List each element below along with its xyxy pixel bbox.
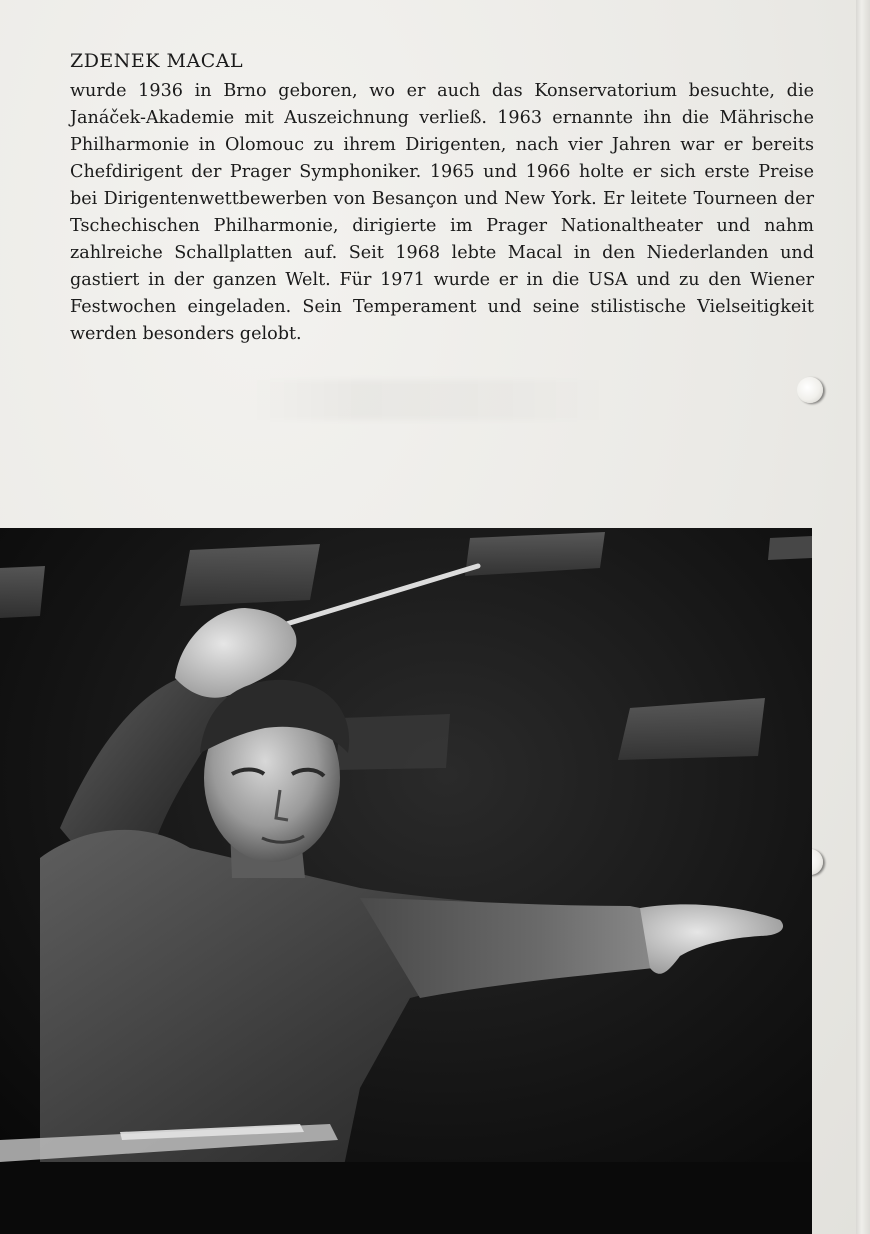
conductor-name-heading: ZDENEK MACAL bbox=[70, 50, 244, 72]
biography-section bbox=[70, 48, 814, 348]
page-edge bbox=[856, 0, 870, 1234]
conductor-photograph bbox=[0, 528, 812, 1234]
binder-hole-upper bbox=[797, 377, 823, 403]
show-through-print bbox=[250, 380, 610, 420]
biography-text: wurde 1936 in Brno geboren, wo er auch das Konservatorium besuchte, die Janáček-Akademie mit Auszeichnung verließ. 1963 ernannte ihn die Mährische Philharmonie in Olomouc zu ihrem Dirigenten, nach vier Jahren war er bereits Chefdirigent der Prager Symphoniker. 1965 und 1966 holte er sich erste Preise bei Dirigentenwettbewerben von Besançon und New York. Er leitete Tourneen der Tschechischen Philharmonie, dirigierte im Prager Nationaltheater und nahm zahlreiche Schallplatten auf. Seit 1968 lebte Macal in den Niederlanden und gastiert in der ganzen Welt. Für 1971 wurde er in die USA und zu den Wiener Festwochen eingeladen. Sein Temperament und seine stilistische Vielseitigkeit werden besonders gelobt. bbox=[70, 81, 814, 344]
conductor-photo-illustration bbox=[0, 528, 812, 1234]
